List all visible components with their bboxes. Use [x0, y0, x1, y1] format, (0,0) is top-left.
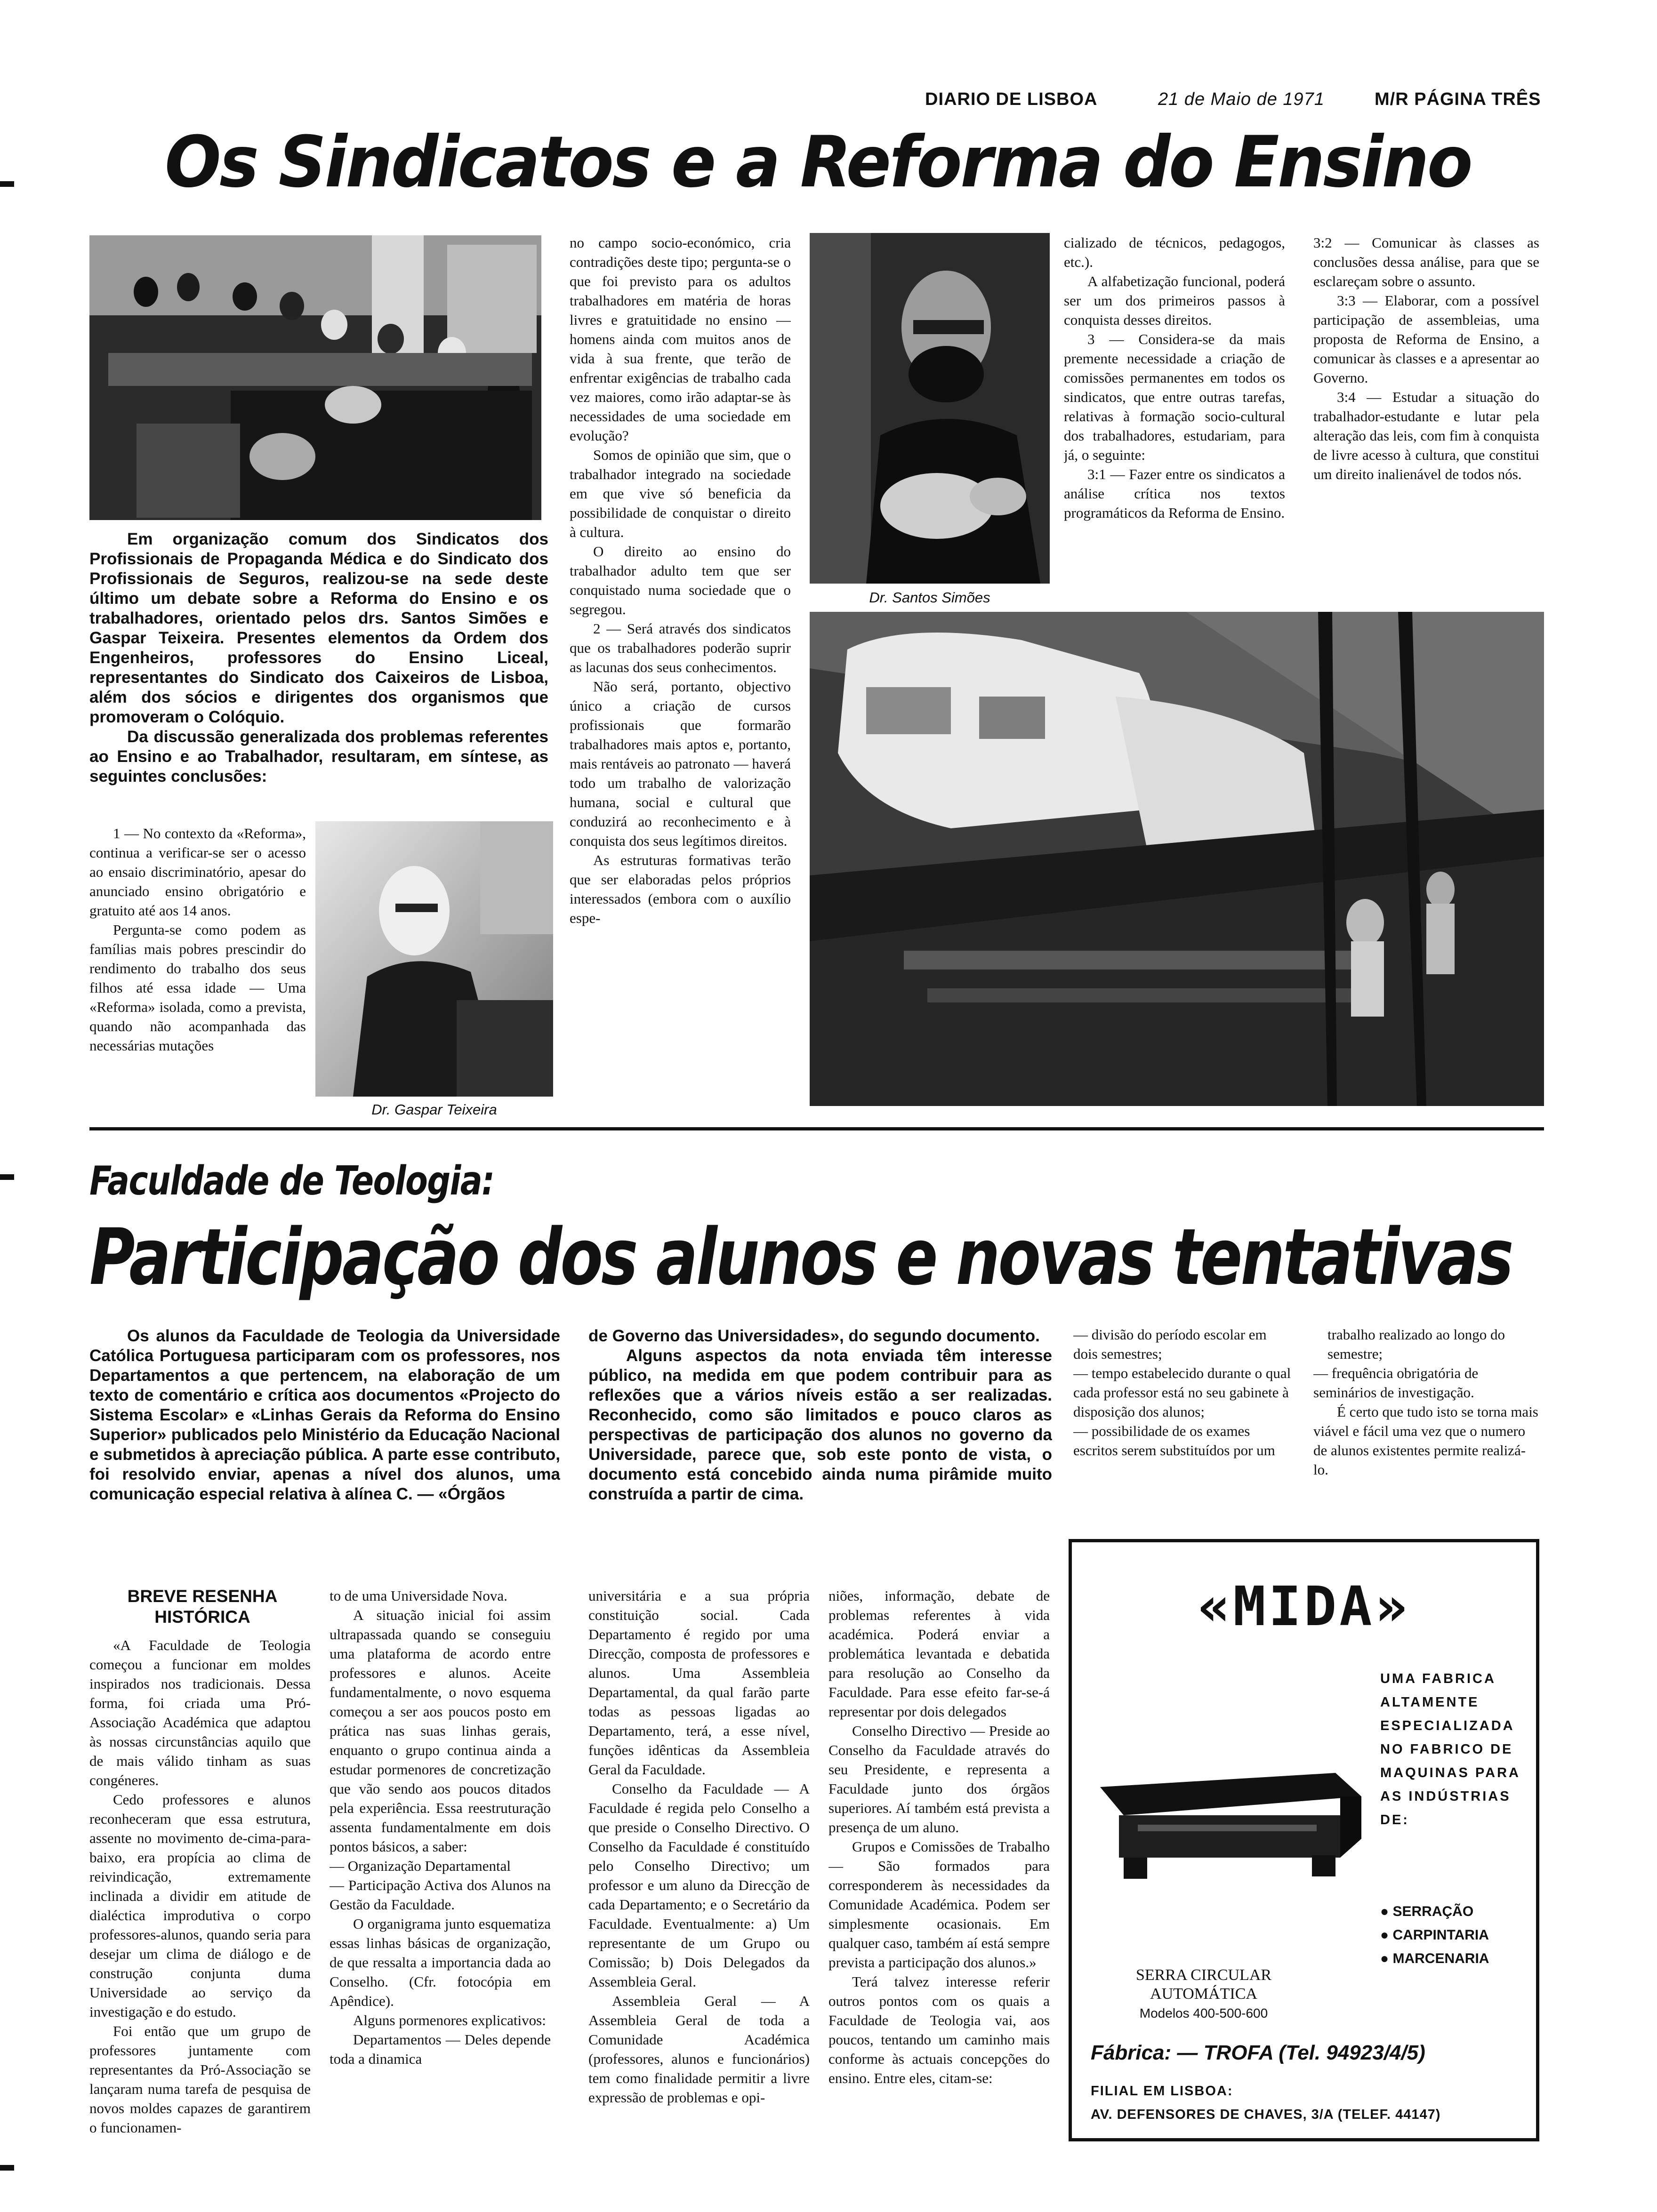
margin-mark	[0, 181, 14, 187]
advert-item: ● CARPINTARIA	[1380, 1927, 1489, 1943]
article2-lead-c-text: Alguns aspectos da nota enviada têm interesse público, na medida em que podem contribuir para as reflexões que a vários níveis estão a ser realizadas. Reconhecido, como são limitados e pouco claros as perspectivas de participação dos alunos no governo da Universidade, parece que, sob este ponto de vista, o documento está concebido ainda numa pirâmide muito construída a partir de cima.	[588, 1346, 1052, 1503]
paragraph: Conselho Directivo — Preside ao Conselho da Faculdade através do seu Presidente, e representa a Faculdade junto dos órgãos superiores. Aí também está prevista a presença de um aluno.	[828, 1723, 1050, 1835]
photo-meeting	[89, 235, 541, 520]
list-item: trabalho realizado ao longo do semestre;	[1327, 1326, 1505, 1362]
paragraph: no campo socio-económico, cria contradições deste tipo; pergunta-se o que foi previsto para os adultos trabalhadores em matéria de horas livres e gratuitidade no ensino — homens ainda com muitos anos de vida à sua frente, que terão de enfrentar exigências de trabalho cada vez maiores, como irão adaptar-se às necessidades de uma sociedade em evolução?	[570, 234, 791, 444]
advert-models: Modelos 400-500-600	[1139, 2006, 1268, 2020]
masthead-page: M/R PÁGINA TRÊS	[1375, 89, 1541, 109]
photo-santos-simoes	[810, 233, 1050, 584]
subhead-breve-resenha: BREVE RESENHA HISTÓRICA	[127, 1587, 278, 1627]
article2-kicker: Faculdade de Teologia:	[89, 1158, 494, 1204]
advert-item-label: CARPINTARIA	[1392, 1927, 1489, 1943]
paragraph: universitária e a sua própria constituição social. Cada Departamento é regido por uma Direcção, composta de professores e alunos. Uma Assembleia Departamental, da qual farão parte todas as pessoas ligadas ao Departamento, terá, a esse nível, funções idênticas da Assembleia Geral da Faculdade.	[588, 1587, 810, 1778]
paragraph: Pergunta-se como podem as famílias mais pobres prescindir do rendimento do trabalho dos seus filhos até essa idade — Uma «Reforma» isolada, como a prevista, quando não acompanhada das necessárias mutações	[89, 922, 306, 1054]
margin-mark	[0, 2165, 14, 2171]
paragraph: A situação inicial foi assim ultrapassada quando se conseguiu uma plataforma de acordo entre professores e alunos. Aceite fundamentalmente, o novo esquema começou a ser aos poucos posto em prática nas suas linhas gerais, enquanto o grupo continua ainda a estudar pormenores de concretização que vão sendo aos poucos ditados pela experiência. Essa reestruturação assenta fundamentalmente em dois pontos básicos, a saber:	[330, 1607, 551, 1855]
paragraph: 2 — Será através dos sindicatos que os trabalhadores poderão suprir as lacunas dos seus conhecimentos.	[570, 620, 791, 675]
list-item: — tempo estabelecido durante o qual cada professor está no seu gabinete à disposição dos alunos;	[1073, 1365, 1291, 1420]
paragraph: to de uma Universidade Nova.	[330, 1587, 507, 1604]
paragraph: A alfabetização funcional, poderá ser um dos primeiros passos à conquista desses direitos.	[1064, 273, 1285, 328]
paragraph: As estruturas formativas terão que ser elaboradas pelos próprios interessados (embora com o auxílio espe-	[570, 852, 791, 926]
margin-mark	[0, 1174, 14, 1180]
article2-lead-b-text: de Governo das Universidades», do segundo documento.	[588, 1327, 1040, 1345]
paragraph: Não será, portanto, objectivo único a criação de cursos profissionais que formarão trabalhadores mais aptos e, portanto, mais rentáveis ao patronato — haverá todo um trabalho de valorização humana, social e cultural que conduzirá ao reconhecimento e à conquista dos seus legítimos direitos.	[570, 678, 791, 849]
section-divider	[89, 1127, 1544, 1130]
article1-lead2-text: Da discussão generalizada dos problemas referentes ao Ensino e ao Trabalhador, resultaram, em síntese, as seguintes conclusões:	[89, 728, 548, 785]
advert-mida	[1069, 1539, 1539, 2141]
paragraph: Grupos e Comissões de Trabalho — São formados para corresponderem às necessidades da Comunidade Académica. Podem ser simplesmente ocasionais. Em qualquer caso, também aí está sempre prevista a participação dos alunos.»	[828, 1838, 1050, 1971]
article2-lead-a	[89, 1326, 560, 1580]
paragraph: cializado de técnicos, pedagogos, etc.).	[1064, 234, 1285, 270]
paragraph: Alguns pormenores explicativos:	[353, 2012, 546, 2028]
paragraph: 3:2 — Comunicar às classes as conclusões dessa análise, para que se esclareçam sobre o assunto.	[1313, 234, 1539, 289]
advert-brand: «MIDA»	[1198, 1575, 1410, 1638]
advert-item-label: SERRAÇÃO	[1392, 1904, 1474, 1919]
advert-address: AV. DEFENSORES DE CHAVES, 3/A (TELEF. 44147)	[1091, 2107, 1441, 2122]
paragraph: Somos de opinião que sim, que o trabalhador integrado na sociedade em que vive só beneficia da possibilidade de conquistar o direito à cultura.	[570, 447, 791, 540]
paragraph: Conselho da Faculdade — A Faculdade é regida pelo Conselho a que preside o Conselho Directivo. O Conselho da Faculdade é constituído pelo Conselho Directivo; um professor e um aluno da Direcção de cada Departamento; e o Secretário da Faculdade. Eventualmente: a) Um representante de um Grupo ou Comissão; b) Dois Delegados da Assembleia Geral.	[588, 1780, 810, 1990]
article2-headline: Participação dos alunos e novas tentativas	[89, 1212, 1512, 1302]
paragraph: 3:3 — Elaborar, com a possível participação de assembleias, uma proposta de Reforma de Ensino, a comunicar às classes e a apresentar ao Governo.	[1313, 292, 1539, 386]
list-item: — divisão do período escolar em dois semestres;	[1073, 1326, 1267, 1362]
paragraph: 3:4 — Estudar a situação do trabalhador-estudante e lutar pela alteração das leis, com fim à conquista de livre acesso à cultura, que constitui um direito inalienável de todos nós.	[1313, 389, 1539, 482]
paragraph: niões, informação, debate de problemas referentes à vida académica. Poderá enviar a problemática levantada e debatida para resolução ao Conselho da Faculdade. Para esse efeito far-se-á representar por dois delegados	[828, 1587, 1050, 1720]
article1-lead2	[89, 727, 548, 798]
list-item: — Participação Activa dos Alunos na Gestão da Faculdade.	[330, 1877, 551, 1913]
article2-body-col1	[89, 1635, 311, 2177]
paragraph: Assembleia Geral — A Assembleia Geral de toda a Comunidade Académica (professores, alunos e funcionários) tem como finalidade permitir a livre expressão de problemas e opi-	[588, 1993, 810, 2106]
advert-industries	[1380, 1900, 1531, 1971]
caption-gaspar-teixeira: Dr. Gaspar Teixeira	[371, 1101, 497, 1118]
article2-lead-a-text: Os alunos da Faculdade de Teologia da Universidade Católica Portuguesa participaram com os professores, nos Departamentos a que pertencem, na elaboração de um texto de comentário e crítica aos documentos «Projecto do Sistema Escolar» e «Linhas Gerais da Reforma do Ensino Superior» publicados pelo Ministério da Educação Nacional e submetidos à apreciação pública. A parte esse contributo, foi resolvido enviar, apenas a nível dos alunos, uma comunicação especial relativa à alínea C. — «Órgãos	[89, 1327, 560, 1503]
article2-lead-b	[588, 1326, 1052, 1566]
article1-col3	[1064, 233, 1285, 605]
photo-car-assembly-line	[810, 612, 1544, 1106]
list-item: — possibilidade de os exames escritos serem substituídos por um	[1073, 1423, 1275, 1459]
paragraph: Foi então que um grupo de professores juntamente com representantes da Pró-Associação se lançaram numa tarefa de pesquisa de novos moldes capazes de garantirem o funcionamen-	[89, 2023, 311, 2136]
paragraph: Cedo professores e alunos reconheceram que essa estrutura, assente no movimento de-cima-para-baixo, era propícia ao clima de reivindicação, extremamente inclinada a dividir em atitude de dialéctica improdutiva o corpo professores-alunos, quando seria para desejar um clima de diálogo e de construção conjunta duma Universidade ao serviço da investigação e do estudo.	[89, 1791, 311, 2020]
paragraph: Terá talvez interesse referir outros pontos com os quais a Faculdade de Teologia vai, aos poucos, tentando um caminho mais conforme às actuais concepções do ensino. Entre eles, citam-se:	[828, 1973, 1050, 2086]
article1-col4	[1313, 233, 1539, 605]
article2-body-col4	[828, 1586, 1050, 2177]
paragraph: Departamentos — Deles depende toda a dinamica	[330, 2031, 551, 2067]
advert-factory: Fábrica: — TROFA (Tel. 94923/4/5)	[1091, 2041, 1425, 2064]
paragraph: 3 — Considera-se da mais premente necessidade a criação de comissões permanentes em todos os sindicatos, que entre outras tarefas, relativas à formação socio-cultural dos trabalhadores, estudariam, para já, o seguinte:	[1064, 331, 1285, 463]
advert-product: SERRA CIRCULAR AUTOMÁTICA	[1135, 1966, 1272, 2003]
article1-lead	[89, 529, 548, 727]
article2-body-col2	[330, 1586, 551, 2177]
advert-item: ● MARCENARIA	[1380, 1951, 1489, 1966]
paragraph: O organigrama junto esquematiza essas linhas básicas de organização, de que ressalta a importancia dada ao Conselho. (Cfr. fotocópia em Apêndice).	[330, 1915, 551, 2009]
article2-body-col3	[588, 1586, 810, 2177]
advert-branch: FILIAL EM LISBOA:	[1091, 2084, 1233, 2099]
article2-list-col1	[1073, 1325, 1295, 1532]
advert-item-label: MARCENARIA	[1392, 1951, 1489, 1966]
paragraph: O direito ao ensino do trabalhador adulto tem que ser conquistado numa sociedade que o segregou.	[570, 543, 791, 617]
paragraph: 3:1 — Fazer entre os sindicatos a análise crítica nos textos programáticos da Reforma de Ensino.	[1064, 466, 1285, 521]
advert-tagline: UMA FABRICA ALTAMENTE ESPECIALIZADA NO FABRICO DE MAQUINAS PARA AS INDÚSTRIAS DE:	[1380, 1671, 1520, 1827]
headline-sindicatos: Os Sindicatos e a Reforma do Ensino	[165, 121, 1471, 203]
article1-col1	[89, 824, 306, 1118]
article1-col2	[570, 233, 791, 1120]
masthead-date: 21 de Maio de 1971	[1158, 89, 1325, 109]
paragraph: É certo que tudo isto se torna mais viável e fácil uma vez que o numero de alunos existentes permite realizá-lo.	[1313, 1403, 1538, 1478]
machine-illustration	[1091, 1754, 1368, 1886]
article2-list-col2	[1313, 1325, 1539, 1532]
paragraph: «A Faculdade de Teologia começou a funcionar em moldes inspirados nos tradicionais. Dessa forma, foi criada uma Pró-Associação Académica que adaptou às nossas circunstâncias aquilo que de mais válido tinham as suas congéneres.	[89, 1637, 311, 1788]
paragraph: 1 — No contexto da «Reforma», continua a verificar-se ser o acesso ao ensaio discriminatório, apesar do anunciado ensino obrigatório e gratuito até aos 14 anos.	[89, 825, 306, 919]
advert-item: ● SERRAÇÃO	[1380, 1904, 1474, 1919]
caption-santos-simoes: Dr. Santos Simões	[869, 589, 990, 606]
article1-lead-text: Em organização comum dos Sindicatos dos Profissionais de Propaganda Médica e do Sindicato dos Profissionais de Seguros, realizou-se na sede deste último um debate sobre a Reforma do Ensino e os trabalhadores, orientado pelos drs. Santos Simões e Gaspar Teixeira. Presentes elementos da Ordem dos Engenheiros, professores do Ensino Liceal, representantes do Sindicato dos Caixeiros de Lisboa, além dos sócios e dirigentes dos organismos que promoveram o Colóquio.	[89, 530, 548, 726]
photo-gaspar-teixeira	[315, 821, 553, 1097]
masthead-paper: DIARIO DE LISBOA	[925, 89, 1098, 109]
list-item: — frequência obrigatória de seminários de investigação.	[1313, 1365, 1479, 1401]
list-item: — Organização Departamental	[330, 1858, 511, 1874]
